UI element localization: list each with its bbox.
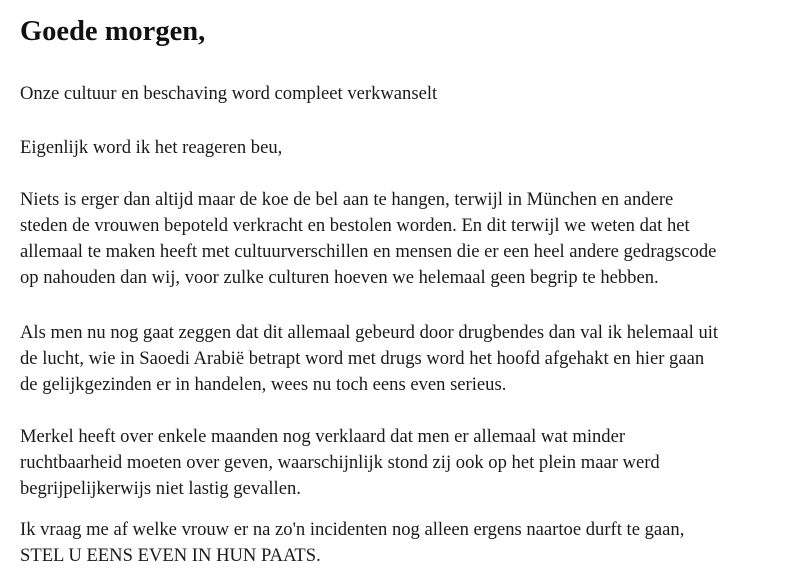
paragraph-5: [20, 424, 660, 502]
paragraph-line: op nahouden dan wij, voor zulke culturen hoeven we helemaal geen begrip te hebben.: [20, 267, 659, 288]
paragraph-line: STEL U EENS EVEN IN HUN PAATS.: [20, 545, 321, 566]
paragraph-line: de gelijkgezinden er in handelen, wees nu toch eens even serieus.: [20, 374, 507, 395]
paragraph-line: ruchtbaarheid moeten over geven, waarschijnlijk stond zij ook op het plein maar werd: [20, 452, 660, 473]
paragraph-1: [20, 81, 437, 107]
paragraph-4: [20, 320, 718, 398]
paragraph-3: [20, 187, 716, 291]
paragraph-6: [20, 517, 684, 569]
paragraph-line: allemaal te maken heeft met cultuurverschillen en mensen die er een heel andere gedragscode: [20, 241, 717, 262]
paragraph-line: Onze cultuur en beschaving word compleet verkwanselt: [20, 83, 438, 104]
paragraph-line: Eigenlijk word ik het reageren beu,: [20, 137, 283, 158]
paragraph-line: Niets is erger dan altijd maar de koe de bel aan te hangen, terwijl in München en andere: [20, 189, 674, 210]
paragraph-line: begrijpelijkerwijs niet lastig gevallen.: [20, 478, 301, 499]
paragraph-2: [20, 135, 282, 161]
paragraph-line: de lucht, wie in Saoedi Arabië betrapt word met drugs word het hoofd afgehakt en hier gaan: [20, 348, 705, 369]
paragraph-line: Merkel heeft over enkele maanden nog verklaard dat men er allemaal wat minder: [20, 426, 626, 447]
paragraph-line: Als men nu nog gaat zeggen dat dit allemaal gebeurd door drugbendes dan val ik helemaal uit: [20, 322, 719, 343]
paragraph-line: Ik vraag me af welke vrouw er na zo'n incidenten nog alleen ergens naartoe durft te gaan,: [20, 519, 685, 540]
letter-body: [20, 14, 795, 566]
greeting-heading: Goede morgen,: [20, 16, 206, 47]
paragraph-line: steden de vrouwen bepoteld verkracht en bestolen worden. En dit terwijl we weten dat het: [20, 215, 690, 236]
